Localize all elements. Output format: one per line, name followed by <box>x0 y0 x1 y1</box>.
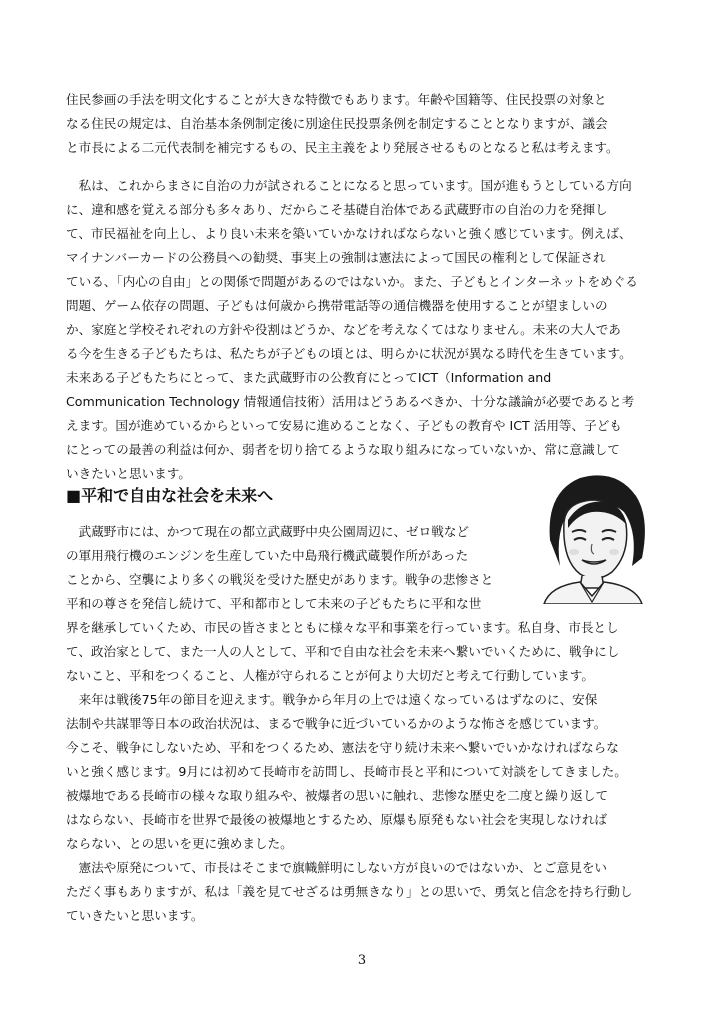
text-line: Communication Technology 情報通信技術）活用はどうあるべきか、十分な議論が必要であると考 <box>66 394 635 409</box>
text-line: 憲法や原発について、市長はそこまで旗幟鮮明にしない方が良いのではないか、とご意見をい <box>66 860 608 875</box>
text-line: ている、「内心の自由」との関係で問題があるのではないか。また、子どもとインターネットをめぐる <box>66 274 638 289</box>
text-line: ただく事もありますが、私は「義を見てせざるは勇無きなり」との思いで、勇気と信念を持ち行動し <box>66 884 633 899</box>
text-line: に、違和感を覚える部分も多々あり、だからこそ基礎自治体である武蔵野市の自治の力を発揮し <box>66 202 608 217</box>
text-line: の軍用飛行機のエンジンを生産していた中島飛行機武蔵製作所があった <box>66 548 469 563</box>
text-line: マイナンバーカードの公務員への勧奨、事実上の強制は憲法によって国民の権利として保証され <box>66 250 606 265</box>
text-line: なる住民の規定は、自治基本条例制定後に別途住民投票条例を制定することとなりますが、議会 <box>66 116 608 131</box>
text-line: て、政治家として、また一人の人として、平和で自由な社会を未来へ繋いでいくために、戦争にし <box>66 644 620 659</box>
paragraph-peace-city <box>66 520 662 688</box>
text-line: 今こそ、戦争にしないため、平和をつくるため、憲法を守り続け未来へ繋いでいかなければならな <box>66 740 619 755</box>
text-line: 界を継承していくため、市民の皆さまとともに様々な平和事業を行っています。私自身、市長とし <box>66 620 619 635</box>
page-number: 3 <box>357 953 367 968</box>
text-line: いきたいと思います。 <box>66 466 191 481</box>
text-line: 未来ある子どもたちにとって、また武蔵野市の公教育にとってICT（Information and <box>66 370 552 385</box>
text-line: はならない、長崎市を世界で最後の被爆地とするため、原爆も原発もない社会を実現しなければ <box>66 812 608 827</box>
text-line: て、市民福祉を向上し、より良い未来を築いていかなければならないと強く感じています。例えば、 <box>66 226 632 241</box>
text-line: 武蔵野市には、かつて現在の都立武蔵野中央公園周辺に、ゼロ戦など <box>66 524 469 539</box>
text-line: 平和の尊さを発信し続けて、平和都市として未来の子どもたちに平和な世 <box>66 596 482 611</box>
text-line: いと強く感じます。9月には初めて長崎市を訪問し、長崎市長と平和について対談をしてきました。 <box>66 764 627 779</box>
text-line: ていきたいと思います。 <box>66 908 204 923</box>
text-line: る今を生きる子どもたちは、私たちが子どもの頃とは、明らかに状況が異なる時代を生きています。 <box>66 346 632 361</box>
text-line: ないこと、平和をつくること、人権が守られることが何より大切だと考えて行動しています。 <box>66 668 594 683</box>
section-heading: ■平和で自由な社会を未来へ <box>66 486 274 505</box>
text-line: にとっての最善の利益は何か、弱者を切り捨てるような取り組みになっていないか、常に意識して <box>66 442 620 457</box>
text-line: 法制や共謀罪等日本の政治状況は、まるで戦争に近づいているかのような怖さを感じています。 <box>66 716 607 731</box>
paragraph-local-autonomy <box>66 174 662 486</box>
text-line: 問題、ゲーム依存の問題、子どもは何歳から携帯電話等の通信機器を使用することが望ましいの <box>66 298 608 313</box>
text-line: 被爆地である長崎市の様々な取り組みや、被爆者の思いに触れ、悲惨な歴史を二度と繰り返して <box>66 788 609 803</box>
text-line: 来年は戦後75年の節目を迎えます。戦争から年月の上では遠くなっているはずなのに、安保 <box>66 692 598 707</box>
paragraph-resident-participation <box>66 88 662 160</box>
text-line: 住民参画の手法を明文化することが大きな特徴でもあります。年齢や国籍等、住民投票の対象と <box>66 92 607 107</box>
text-line: か、家庭と学校それぞれの方針や役割はどうか、などを考えなくてはなりません。未来の大人であ <box>66 322 621 337</box>
text-line: えます。国が進めているからといって安易に進めることなく、子どもの教育や ICT 活用等、子ども <box>66 418 622 433</box>
text-line: ことから、空襲により多くの戦災を受けた歴史があります。戦争の悲惨さと <box>66 572 494 587</box>
paragraph-75th-anniversary <box>66 688 662 856</box>
paragraph-courage-conviction <box>66 856 662 928</box>
text-line: ならない、との思いを更に強めました。 <box>66 836 293 851</box>
text-line: 私は、これからまさに自治の力が試されることになると思っています。国が進もうとしている方向 <box>66 178 632 193</box>
text-line: と市長による二元代表制を補完するもの、民主主義をより発展させるものとなると私は考えます。 <box>66 140 619 155</box>
